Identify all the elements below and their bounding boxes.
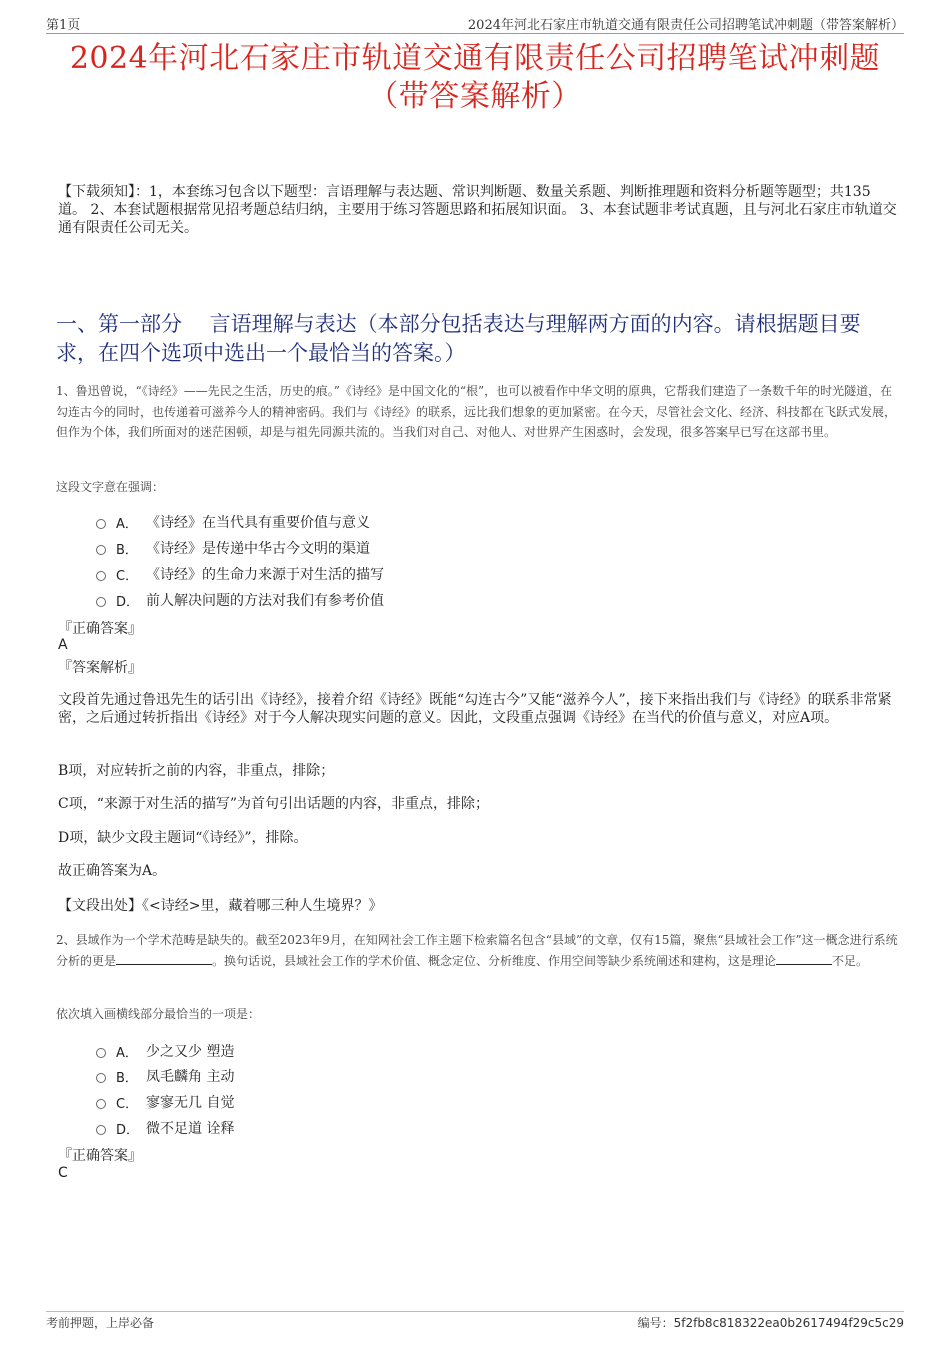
question-1-analysis-para-1: 文段首先通过鲁迅先生的话引出《诗经》，接着介绍《诗经》既能“勾连古今”又能“滋养今人”，接下来指出我们与《诗经》的联系非常紧密，之后通过转折指出《诗经》对于今人解决现实问题的意义。因此，文段重点强调《诗经》在当代的价值与意义，对应A项。 [58, 692, 892, 726]
question-1-analysis-para-3: C项，“来源于对生活的描写”为首句引出话题的内容，非重点，排除； [58, 796, 490, 812]
question-1-source: 【文段出处】《<诗经>里，藏着哪三种人生境界？》 [58, 898, 383, 914]
question-1-option-d[interactable] [96, 590, 384, 610]
footer-slogan: 考前押题，上岸必备 [46, 1316, 155, 1330]
option-letter: B． [116, 1070, 138, 1086]
option-letter: A． [116, 1045, 138, 1061]
section-heading: 一、第一部分 言语理解与表达（本部分包括表达与理解两方面的内容。请根据题目要求，在四个选项中选出一个最恰当的答案。） [56, 312, 861, 365]
question-2-option-c[interactable] [96, 1092, 234, 1112]
question-1-answer: A [58, 637, 68, 653]
option-letter: B． [116, 542, 138, 558]
question-1-stem: 1、鲁迅曾说，“《诗经》——先民之生活，历史的痕。”《诗经》是中国文化的“根”，也可以被看作中华文明的原典，它帮我们建造了一条数千年的时光隧道，在勾连古今的同时，也传递着可滋养今人的精神密码。我们与《诗经》的联系，远比我们想象的更加紧密。在今天，尽管社会文化、经济、科技都在飞跃式发展，但作为个体，我们所面对的迷茫困顿，却是与祖先同源共流的。当我们对自己、对他人、对世界产生困惑时，会发现，很多答案早已写在这部书里。 [56, 384, 897, 439]
option-text: 《诗经》是传递中华古今文明的渠道 [146, 541, 370, 557]
question-2-answer: C [58, 1165, 68, 1181]
question-2-stem [56, 930, 898, 971]
question-1-option-c[interactable] [96, 564, 384, 584]
radio-icon[interactable] [96, 1099, 106, 1109]
header-divider [46, 33, 904, 34]
title-line-1: 2024年河北石家庄市轨道交通有限责任公司招聘笔试冲刺题 [69, 41, 881, 76]
title-line-2: （带答案解析） [368, 79, 582, 114]
option-text: 少之又少 塑造 [146, 1044, 235, 1060]
footer-code-value: 5f2fb8c818322ea0b2617494f29c5c29 [673, 1316, 904, 1330]
question-1-analysis-para-2: B项，对应转折之前的内容，非重点，排除； [58, 763, 335, 779]
question-2-option-d[interactable] [96, 1118, 234, 1138]
question-1-analysis-label: 『答案解析』 [58, 660, 142, 676]
radio-icon[interactable] [96, 597, 106, 607]
option-text: 《诗经》的生命力来源于对生活的描写 [146, 567, 384, 583]
question-2-option-a[interactable] [96, 1041, 234, 1061]
radio-icon[interactable] [96, 519, 106, 529]
question-1-analysis-para-4: D项，缺少文段主题词“《诗经》”，排除。 [58, 830, 308, 846]
header-doc-title: 2024年河北石家庄市轨道交通有限责任公司招聘笔试冲刺题（带答案解析） [467, 18, 904, 33]
option-letter: A． [116, 516, 138, 532]
option-letter: C． [116, 1096, 139, 1112]
question-1-analysis-para-5: 故正确答案为A。 [58, 863, 167, 879]
stem-part-2: 。换句话说，县域社会工作的学术价值、概念定位、分析维度、作用空间等缺少系统阐述和建构，这是理论 [212, 953, 777, 968]
question-2-answer-label: 『正确答案』 [58, 1148, 142, 1164]
option-text: 寥寥无几 自觉 [146, 1095, 235, 1111]
download-notice: 【下载须知】：1，本套练习包含以下题型：言语理解与表达题、常识判断题、数量关系题、判断推理题和资料分析题等题型；共135道。 2、本套试题根据常见招考题总结归纳，主要用于练习答题思路和拓展知识面。 3、本套试题非考试真题，且与河北石家庄市轨道交通有限责任公司无关。 [58, 184, 897, 236]
stem-part-3: 不足。 [832, 953, 869, 968]
fill-blank-1[interactable] [116, 952, 212, 965]
radio-icon[interactable] [96, 545, 106, 555]
option-letter: D． [116, 594, 140, 610]
option-text: 前人解决问题的方法对我们有参考价值 [146, 593, 384, 609]
footer-code [638, 1314, 904, 1331]
radio-icon[interactable] [96, 1125, 106, 1135]
radio-icon[interactable] [96, 571, 106, 581]
footer-divider [46, 1311, 904, 1312]
option-text: 《诗经》在当代具有重要价值与意义 [146, 515, 370, 531]
footer-code-label: 编号： [637, 1316, 674, 1330]
question-1-prompt: 这段文字意在强调： [56, 480, 165, 494]
option-text: 微不足道 诠释 [146, 1121, 235, 1137]
page-number: 第1页 [46, 18, 81, 33]
document-title [40, 40, 910, 116]
radio-icon[interactable] [96, 1048, 106, 1058]
question-1-option-b[interactable] [96, 538, 370, 558]
radio-icon[interactable] [96, 1073, 106, 1083]
question-2-option-b[interactable] [96, 1066, 234, 1086]
option-letter: C． [116, 568, 139, 584]
option-letter: D． [116, 1122, 140, 1138]
question-2-prompt: 依次填入画横线部分最恰当的一项是： [56, 1007, 261, 1021]
stem-part-1: 2、县域作为一个学术范畴是缺失的。截至2023年9月，在知网社会工作主题下检索篇名包含“县域”的文章，仅有15篇，聚焦“县域社会工作”这一概念进行系统分析的更是 [56, 933, 898, 968]
question-1-answer-label: 『正确答案』 [58, 621, 142, 637]
option-text: 凤毛麟角 主动 [146, 1069, 235, 1085]
question-1-option-a[interactable] [96, 512, 370, 532]
fill-blank-2[interactable] [776, 952, 832, 965]
